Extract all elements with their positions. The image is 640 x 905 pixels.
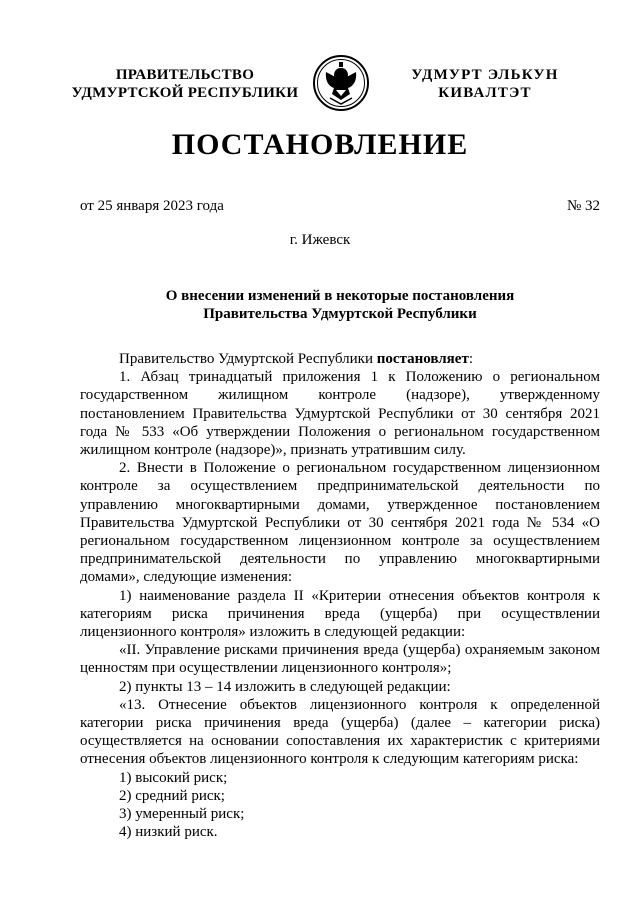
- government-name-line2: УДМУРТСКОЙ РЕСПУБЛИКИ: [71, 85, 299, 101]
- intro-bold: постановляет: [376, 351, 469, 367]
- government-name-line1: ПРАВИТЕЛЬСТВО: [115, 67, 255, 83]
- paragraph-5: 2) пункты 13 – 14 изложить в следующей редакции:: [119, 678, 451, 695]
- intro-colon: :: [468, 351, 473, 367]
- government-name-udmurt-line2: КИВАЛТЭТ: [438, 85, 532, 101]
- document-title: ПОСТАНОВЛЕНИЕ: [171, 128, 469, 161]
- government-name-russian: [55, 66, 315, 102]
- document-body: [80, 350, 600, 841]
- intro-text: Правительство Удмуртской Республики: [119, 351, 377, 367]
- document-city: г. Ижевск: [289, 232, 351, 248]
- government-name-udmurt: [395, 66, 575, 102]
- intro-paragraph: [80, 350, 600, 368]
- paragraph-3: 1) наименование раздела II «Критерии отнесения объектов контроля к категориям риска причинения вреда (ущерба) при осуществлении лицензионного контроля» изложить в следующей редакции:: [80, 587, 600, 641]
- government-name-udmurt-line1: УДМУРТ ЭЛЬКУН: [411, 67, 559, 83]
- list-item: 3) умеренный риск;: [119, 806, 245, 823]
- document-number: № 32: [566, 198, 600, 214]
- paragraph-6: «13. Отнесение объектов лицензионного контроля к определенной категории риска причинения вреда (ущерба) (далее – категории риска) осуществляется на основании сопоставления их характеристик с критериями отнесения объектов лицензионного контроля к следующим категориям риска:: [80, 696, 600, 768]
- paragraph-4: «II. Управление рисками причинения вреда (ущерба) охраняемым законом ценностям при осуществлении лицензионного контроля»;: [80, 642, 600, 677]
- list-item: 1) высокий риск;: [119, 769, 228, 786]
- document-subject: [80, 287, 600, 323]
- list-item: 2) средний риск;: [119, 787, 225, 804]
- paragraph-2: 2. Внести в Положение о региональном государственном лицензионном контроле за осуществлением предпринимательской деятельности по управлению многоквартирными домами, утвержденное постановлением Правительства Удмуртской Республики от 30 сентября 2021 года № 534 «О региональном государственном лицензионном контроле за осуществлением предпринимательской деятельности по управлению многоквартирными домами», следующие изменения:: [80, 460, 600, 586]
- document-date: от 25 января 2023 года: [80, 198, 224, 214]
- list-item: 4) низкий риск.: [119, 824, 218, 841]
- subject-line2: Правительства Удмуртской Республики: [203, 306, 477, 322]
- paragraph-1: 1. Абзац тринадцатый приложения 1 к Положению о региональном государственном жилищном контроле (надзоре), утвержденному постановлением Правительства Удмуртской Республики от 30 сентября 2021 года № 533 «Об утверждении Положения о региональном государственном жилищном контроле (надзоре)», признать утратившим силу.: [80, 369, 600, 459]
- coat-of-arms-icon: [312, 54, 370, 112]
- subject-line1: О внесении изменений в некоторые постановления: [165, 288, 515, 304]
